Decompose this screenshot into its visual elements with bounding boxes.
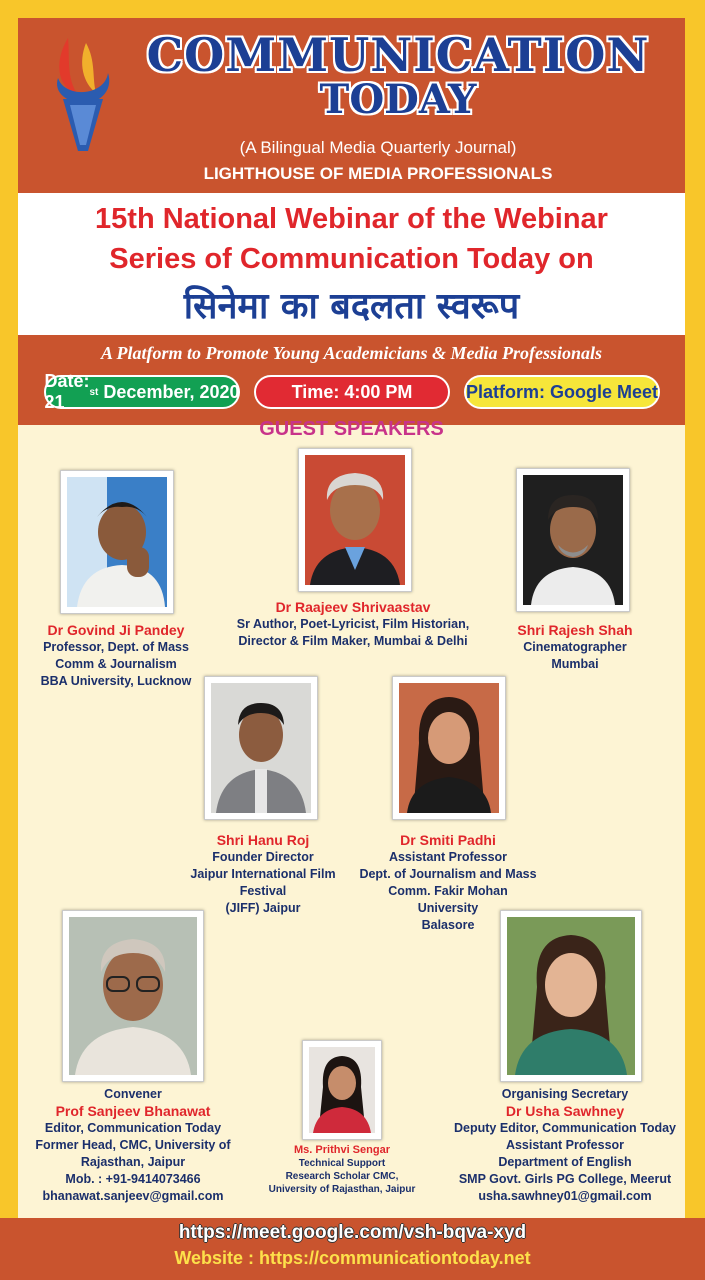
convener-phone: Mob. : +91-9414073466	[65, 1172, 201, 1186]
platform-label: Platform: Google Meet	[466, 381, 659, 402]
convener-email: bhanawat.sanjeev@gmail.com	[42, 1189, 224, 1203]
speaker-role-3a: Cinematographer	[523, 640, 627, 654]
convener-line-1: Editor, Communication Today	[44, 1121, 222, 1135]
convener-photo	[62, 910, 204, 1082]
secretary-line-3: Department of English	[498, 1155, 632, 1169]
convener-line-2: Former Head, CMC, University of	[35, 1138, 231, 1152]
webinar-headline-2: Series of Communication Today on	[109, 243, 594, 275]
portrait-man-icon	[523, 475, 623, 605]
speaker-photo-3	[516, 468, 630, 612]
speaker-photo-4	[204, 676, 318, 820]
portrait-man-icon	[211, 683, 311, 813]
date-badge	[44, 371, 240, 412]
support-name: Ms. Prithvi Sengar	[294, 1144, 390, 1156]
speaker-role-4b: Jaipur International Film Festival	[190, 867, 336, 898]
time-label: Time: 4:00 PM	[291, 381, 413, 402]
speaker-label-3	[490, 622, 660, 673]
secretary-photo	[500, 910, 642, 1082]
speaker-role-2a: Sr Author, Poet-Lyricist, Film Historian,	[236, 617, 470, 631]
journal-motto: LIGHTHOUSE OF MEDIA PROFESSIONALS	[203, 164, 553, 183]
convener-label	[28, 1086, 238, 1205]
speaker-photo-1	[60, 470, 174, 614]
support-label	[262, 1144, 422, 1196]
speaker-role-2b: Director & Film Maker, Mumbai & Delhi	[238, 634, 468, 648]
date-suffix: st	[89, 386, 99, 398]
journal-title-line2: TODAY	[319, 76, 477, 123]
speaker-name-1: Dr Govind Ji Pandey	[47, 622, 185, 638]
journal-tagline: (A Bilingual Media Quarterly Journal)	[239, 138, 517, 157]
speaker-name-3: Shri Rajesh Shah	[517, 622, 633, 638]
secretary-line-2: Assistant Professor	[505, 1138, 625, 1152]
support-line-1: Technical Support	[298, 1158, 386, 1169]
portrait-woman-icon	[399, 683, 499, 813]
portrait-woman-icon	[309, 1047, 375, 1133]
speaker-name-4: Shri Hanu Roj	[216, 832, 310, 848]
support-photo	[302, 1040, 382, 1140]
torch-logo-icon	[48, 33, 118, 153]
speaker-label-1	[26, 622, 206, 690]
speaker-photo-2	[298, 448, 412, 592]
webinar-headline-1: 15th National Webinar of the Webinar	[95, 203, 608, 235]
secretary-line-4: SMP Govt. Girls PG College, Meerut	[458, 1172, 672, 1186]
portrait-man-icon	[67, 477, 167, 607]
speaker-label-4	[168, 832, 358, 917]
speaker-label-2	[218, 599, 488, 650]
speaker-role-3b: Mumbai	[551, 657, 599, 671]
poster-inner	[18, 18, 685, 1218]
platform-tagline: A Platform to Promote Young Academicians & Media Professionals	[100, 343, 603, 363]
support-line-3: University of Rajasthan, Jaipur	[268, 1184, 416, 1195]
meet-link[interactable]: https://meet.google.com/vsh-bqva-xyd	[178, 1222, 527, 1243]
website-link[interactable]: Website : https://communicationtoday.net	[174, 1248, 531, 1268]
speaker-role-5c: Comm. Fakir Mohan University	[388, 884, 508, 915]
support-line-2: Research Scholar CMC,	[285, 1171, 399, 1182]
speaker-role-4c: (JIFF) Jaipur	[225, 901, 301, 915]
speaker-photo-5	[392, 676, 506, 820]
platform-badge	[464, 375, 660, 409]
time-badge	[254, 375, 450, 409]
speaker-role-1b: Comm & Journalism	[55, 657, 177, 671]
journal-title-line1: COMMUNICATION	[146, 28, 650, 82]
speaker-role-5a: Assistant Professor	[388, 850, 508, 864]
portrait-man-icon	[305, 455, 405, 585]
portrait-woman-icon	[507, 917, 635, 1075]
secretary-label	[450, 1086, 680, 1205]
convener-role: Convener	[104, 1087, 162, 1101]
date-rest: December, 2020	[98, 381, 240, 402]
webinar-topic-hindi: सिनेमा का बदलता स्वरूप	[183, 286, 520, 327]
secretary-name: Dr Usha Sawhney	[505, 1103, 625, 1119]
speaker-role-4a: Founder Director	[212, 850, 314, 864]
speaker-role-1a: Professor, Dept. of Mass	[43, 640, 189, 654]
portrait-man-icon	[69, 917, 197, 1075]
speaker-role-5b: Dept. of Journalism and Mass	[359, 867, 537, 881]
speaker-name-2: Dr Raajeev Shrivaastav	[275, 599, 431, 615]
convener-name: Prof Sanjeev Bhanawat	[55, 1103, 211, 1119]
secretary-line-1: Deputy Editor, Communication Today	[453, 1121, 676, 1135]
speaker-name-5: Dr Smiti Padhi	[400, 832, 496, 848]
speaker-role-5d: Balasore	[421, 918, 475, 932]
date-label: Date: 21	[44, 371, 90, 412]
speaker-role-1c: BBA University, Lucknow	[40, 674, 192, 688]
convener-line-3: Rajasthan, Jaipur	[80, 1155, 186, 1169]
secretary-role: Organising Secretary	[501, 1087, 629, 1101]
guest-speakers-heading: GUEST SPEAKERS	[259, 418, 444, 440]
secretary-email: usha.sawhney01@gmail.com	[478, 1189, 652, 1203]
